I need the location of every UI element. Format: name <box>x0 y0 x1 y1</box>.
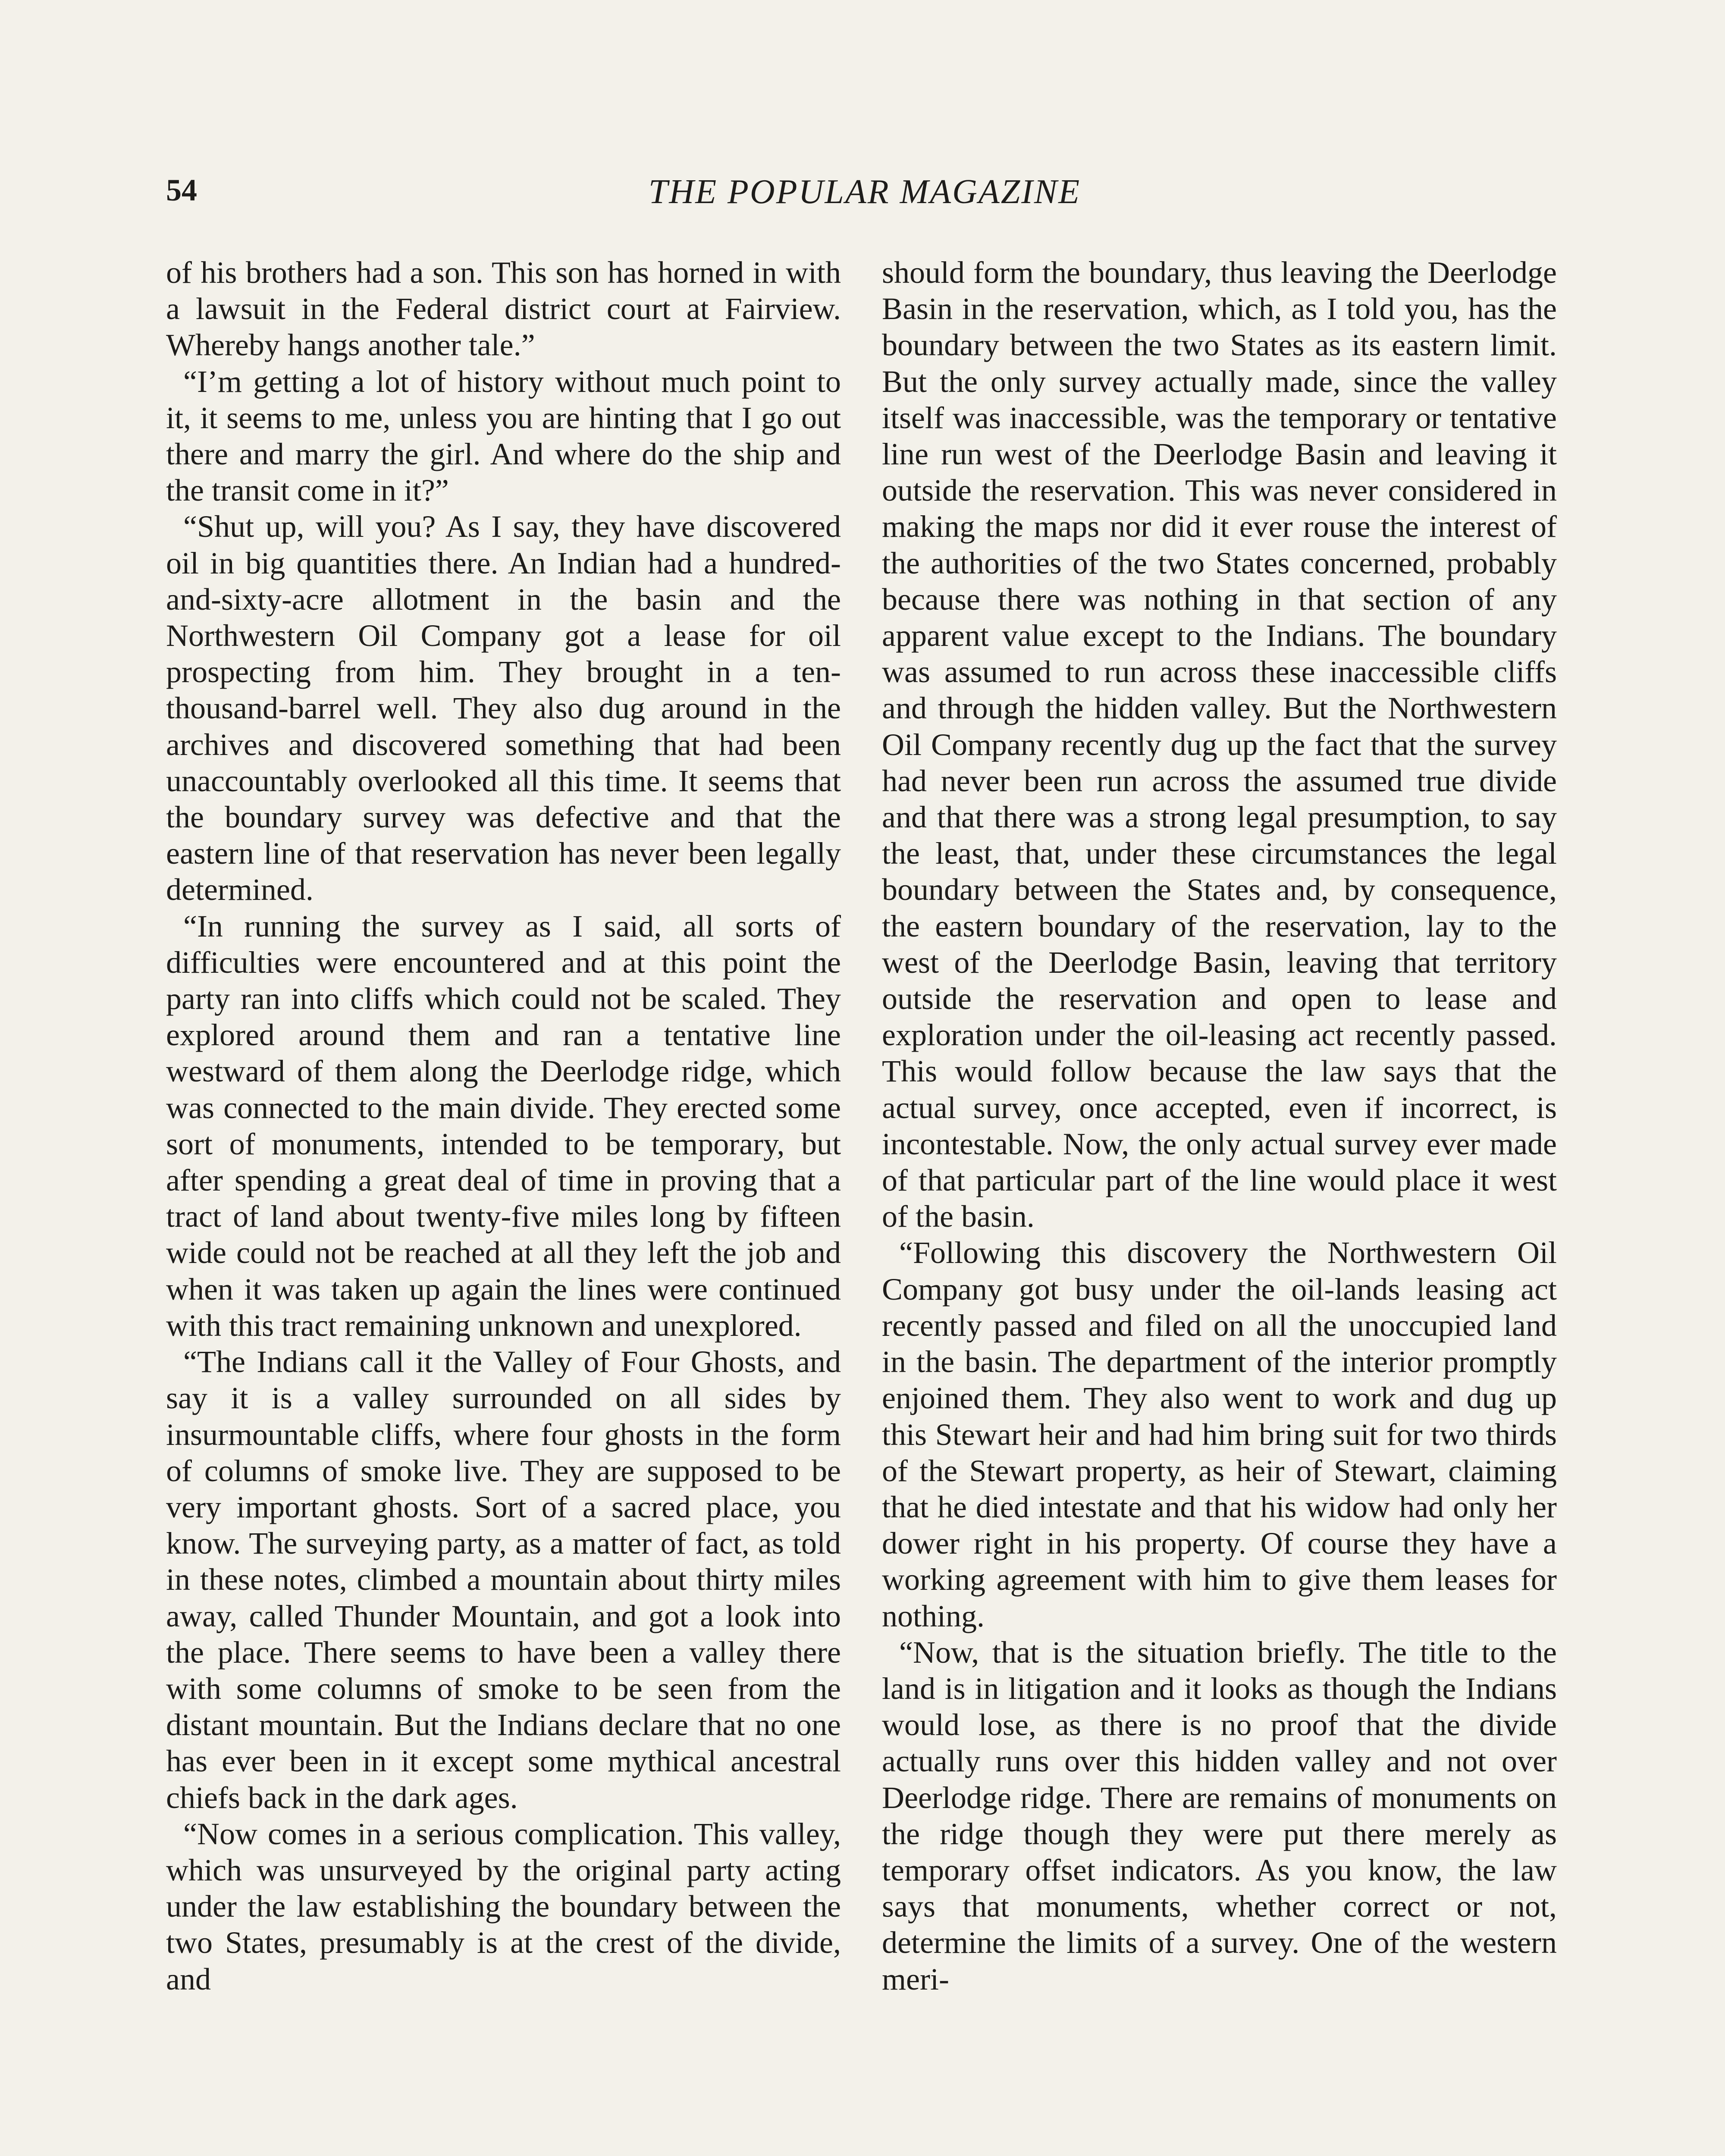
paragraph: should form the boundary, thus leaving the Deerlodge Basin in the reservation, which, as I told you, has the boundary between the two States as its eastern limit. But the only survey actually made, since the valley itself was inaccessible, was the temporary or tentative line run west of the Deerlodge Basin and leaving it outside the reservation. This was never considered in making the maps nor did it ever rouse the interest of the authorities of the two States concerned, probably because there was nothing in that section of any apparent value except to the Indians. The boundary was assumed to run across these inaccessible cliffs and through the hidden valley. But the Northwestern Oil Company recently dug up the fact that the survey had never been run across the assumed true divide and that there was a strong legal presumption, to say the least, that, under these circumstances the legal boundary between the States and, by consequence, the eastern boundary of the reservation, lay to the west of the Deerlodge Basin, leaving that territory outside the reservation and open to lease and exploration under the oil-leasing act recently passed. This would follow because the law says that the actual survey, once accepted, even if incorrect, is incontestable. Now, the only actual survey ever made of that particular part of the line would place it west of the basin. <box>882 255 1557 1234</box>
paragraph: “Shut up, will you? As I say, they have discovered oil in big quantities there. An Indian had a hundred-and-sixty-acre allotment in the basin and the Northwestern Oil Company got a lease for oil prospecting from him. They brought in a ten-thousand-barrel well. They also dug around in the archives and discovered something that had been unaccountably overlooked all this time. It seems that the boundary survey was defective and that the eastern line of that reservation has never been legally determined. <box>166 509 841 907</box>
running-head: THE POPULAR MAGAZINE <box>648 173 1081 211</box>
paragraph: “Now comes in a serious complication. This valley, which was unsurveyed by the original party acting under the law establishing the boundary between the two States, presumably is at the crest of the divide, and <box>166 1816 841 1996</box>
paragraph: “I’m getting a lot of history without much point to it, it seems to me, unless you are hinting that I go out there and marry the girl. And where do the ship and the transit come in it?” <box>166 364 841 508</box>
paragraph: “In running the survey as I said, all sorts of difficulties were encountered and at this point the party ran into cliffs which could not be scaled. They explored around them and ran a tentative line westward of them along the Deerlodge ridge, which was connected to the main divide. They erected some sort of monuments, intended to be temporary, but after spending a great deal of time in proving that a tract of land about twenty-five miles long by fifteen wide could not be reached at all they left the job and when it was taken up again the lines were continued with this tract remaining unknown and unexplored. <box>166 909 841 1343</box>
paragraph: “The Indians call it the Valley of Four Ghosts, and say it is a valley surrounded on all sides by insurmountable cliffs, where four ghosts in the form of columns of smoke live. They are supposed to be very important ghosts. Sort of a sacred place, you know. The surveying party, as a matter of fact, as told in these notes, climbed a mountain about thirty miles away, called Thunder Mountain, and got a look into the place. There seems to have been a valley there with some columns of smoke to be seen from the distant mountain. But the Indians declare that no one has ever been in it except some mythical ancestral chiefs back in the dark ages. <box>166 1344 841 1815</box>
left-column <box>166 254 841 2156</box>
paragraph: “Now, that is the situation briefly. The title to the land is in litigation and it looks as though the Indians would lose, as there is no proof that the divide actually runs over this hidden valley and not over Deerlodge ridge. There are remains of monuments on the ridge though they were put there merely as temporary offset indicators. As you know, the law says that monuments, whether correct or not, determine the limits of a survey. One of the western meri- <box>882 1635 1557 1996</box>
paragraph: “Following this discovery the Northwestern Oil Company got busy under the oil-lands leasing act recently passed and filed on all the unoccupied land in the basin. The department of the interior promptly enjoined them. They also went to work and dug up this Stewart heir and had him bring suit for two thirds of the Stewart property, as heir of Stewart, claiming that he died intestate and that his widow had only her dower right in his property. Of course they have a working agreement with him to give them leases for nothing. <box>882 1235 1557 1633</box>
page-header <box>166 172 1563 229</box>
right-column <box>882 254 1557 2156</box>
page-number: 54 <box>166 173 197 207</box>
paragraph: of his brothers had a son. This son has horned in with a lawsuit in the Federal district court at Fairview. Whereby hangs another tale.” <box>166 255 841 363</box>
